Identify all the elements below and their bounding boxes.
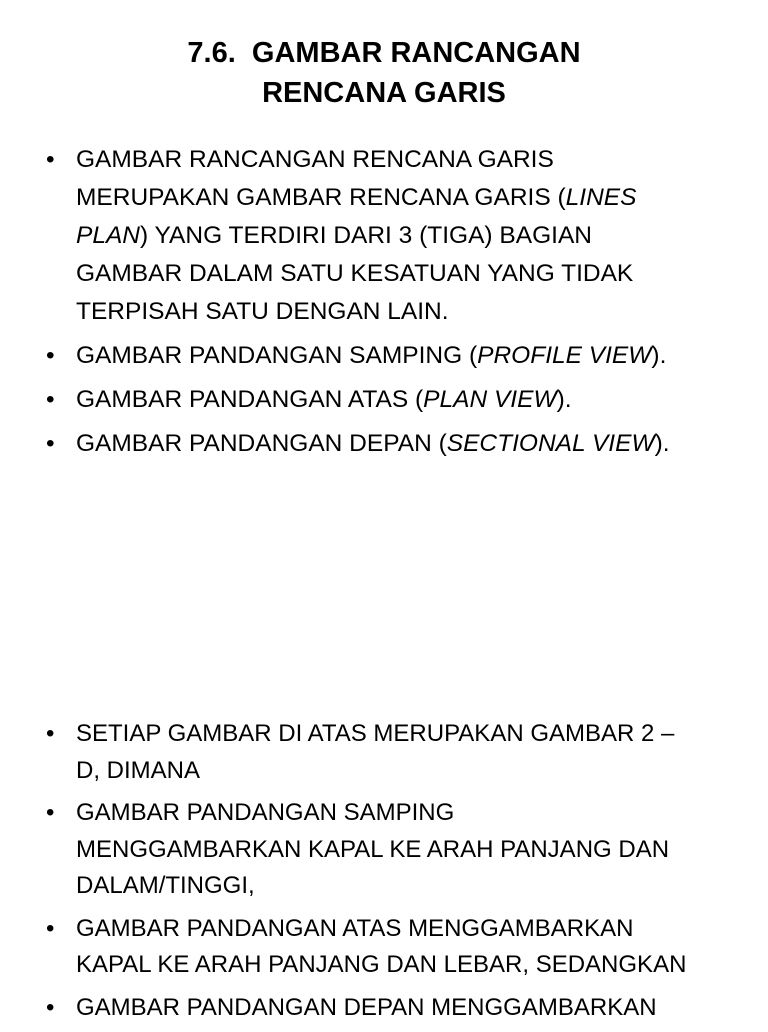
page-title: [0, 33, 768, 113]
bullet-text-line: GAMBAR PANDANGAN DEPAN MENGGAMBARKAN: [76, 993, 657, 1021]
bullet-text-line: SETIAP GAMBAR DI ATAS MERUPAKAN GAMBAR 2 –: [76, 720, 675, 747]
list-item: [46, 795, 726, 905]
bullet-icon: •: [46, 720, 55, 747]
bullet-text-line: GAMBAR PANDANGAN SAMPING: [76, 799, 455, 826]
bullet-text-line: GAMBAR PANDANGAN SAMPING (PROFILE VIEW).: [76, 342, 667, 369]
bullet-icon: •: [46, 430, 55, 457]
bullet-text-line: GAMBAR PANDANGAN DEPAN (SECTIONAL VIEW).: [76, 430, 670, 457]
bullet-icon: •: [46, 914, 55, 942]
bullet-text-line: TERPISAH SATU DENGAN LAIN.: [76, 298, 449, 325]
bullet-text-line: D, DIMANA: [76, 756, 201, 784]
bullet-text-line: GAMBAR PANDANGAN ATAS (PLAN VIEW).: [76, 386, 572, 413]
bullet-icon: •: [46, 386, 55, 413]
bullet-text-line: KAPAL KE ARAH PANJANG DAN LEBAR, SEDANGKAN: [76, 951, 687, 978]
title-line-1: 7.6. GAMBAR RANCANGAN: [187, 37, 581, 69]
list-item: [46, 911, 726, 984]
list-item: [46, 990, 726, 1027]
bullet-text-line: GAMBAR DALAM SATU KESATUAN YANG TIDAK: [76, 260, 634, 287]
bullet-icon: •: [46, 146, 55, 173]
bullet-text-line: MERUPAKAN GAMBAR RENCANA GARIS (LINES: [76, 184, 637, 211]
bullet-list-bottom: [46, 716, 726, 1032]
list-item: [46, 425, 736, 463]
bullet-icon: •: [46, 799, 55, 826]
bullet-text-line: DALAM/TINGGI,: [76, 872, 255, 899]
bullet-icon: •: [46, 342, 55, 369]
list-item: [46, 337, 736, 375]
list-item: [46, 381, 736, 419]
bullet-text-line: GAMBAR PANDANGAN ATAS MENGGAMBARKAN: [76, 914, 634, 942]
title-line-2: RENCANA GARIS: [262, 77, 506, 109]
list-item: [46, 716, 726, 789]
bullet-text-line: GAMBAR RANCANGAN RENCANA GARIS: [76, 146, 554, 173]
bullet-icon: •: [46, 993, 55, 1021]
bullet-text-line: MENGGAMBARKAN KAPAL KE ARAH PANJANG DAN: [76, 835, 670, 863]
bullet-list-top: [46, 141, 736, 469]
bullet-text-line: PLAN) YANG TERDIRI DARI 3 (TIGA) BAGIAN: [76, 222, 592, 249]
list-item: [46, 141, 736, 331]
